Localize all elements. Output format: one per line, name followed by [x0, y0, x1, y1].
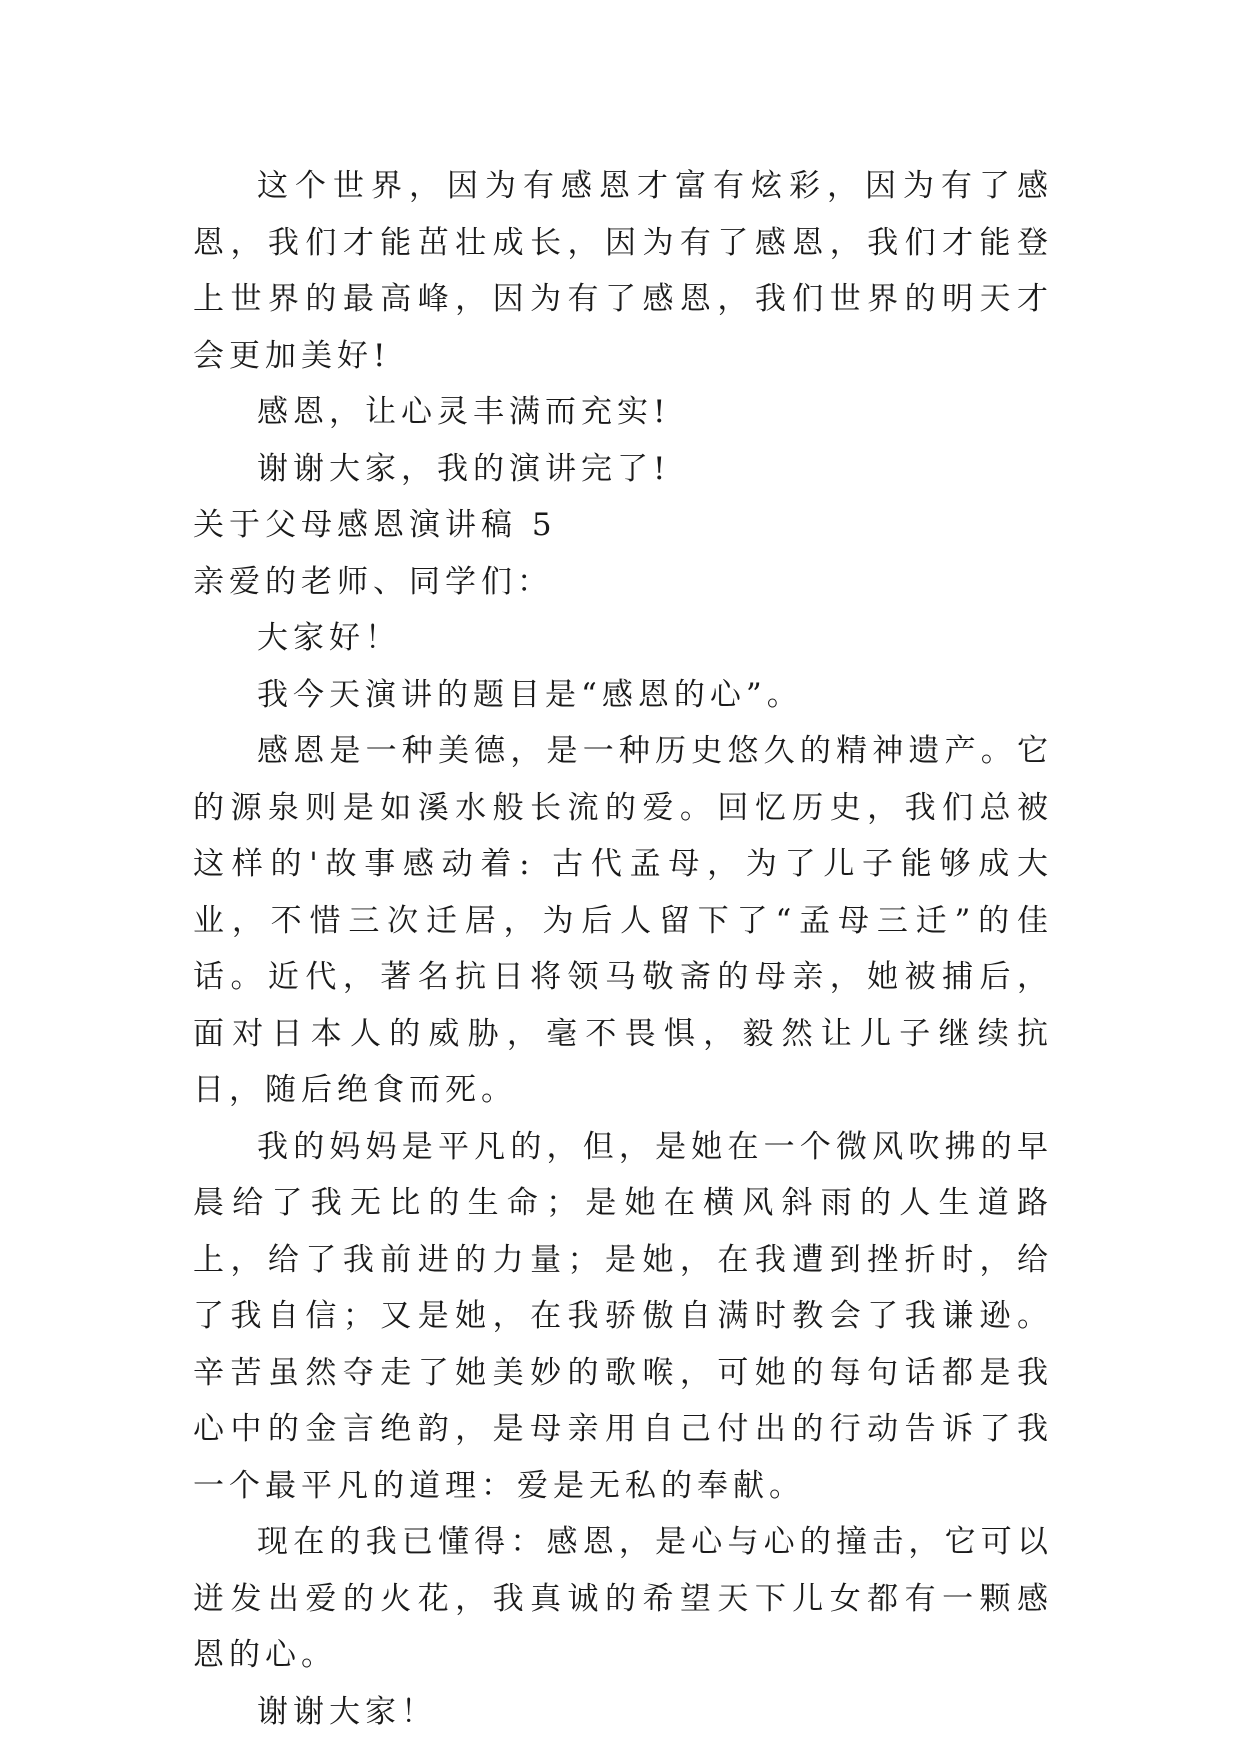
- paragraph-history: 感恩是一种美德，是一种历史悠久的精神遗产。它的源泉则是如溪水般长流的爱。回忆历史，我们总被这样的'故事感动着: 古代孟母，为了儿子能够成大业，不惜三次迁居，为后人留下了“孟母三迁”的佳话。近代，著名抗日将领马敬斋的母亲，她被捕后，面对日本人的威胁，毫不畏惧，毅然让儿子继续抗日，随后绝食而死。: [193, 733, 1053, 1108]
- section-title: 关于父母感恩演讲稿 5: [193, 507, 557, 543]
- greeting: 大家好！: [257, 620, 401, 656]
- paragraph-now: 现在的我已懂得：感恩，是心与心的撞击，它可以迸发出爱的火花，我真诚的希望天下儿女都有一颗感恩的心。: [193, 1524, 1053, 1673]
- document-body: [193, 158, 1053, 1740]
- paragraph-gratitude-heart: 感恩，让心灵丰满而充实!: [257, 394, 671, 430]
- salutation: 亲爱的老师、同学们：: [193, 563, 553, 600]
- closing-thanks: 谢谢大家！: [257, 1693, 437, 1730]
- speech-topic: 我今天演讲的题目是“感恩的心”。: [257, 676, 803, 713]
- paragraph-speech-end: 谢谢大家，我的演讲完了!: [257, 450, 671, 487]
- paragraph-closing-thanks-world: 这个世界，因为有感恩才富有炫彩，因为有了感恩，我们才能茁壮成长，因为有了感恩，我们才能登上世界的最高峰，因为有了感恩，我们世界的明天才会更加美好!: [193, 168, 1053, 374]
- paragraph-mother: 我的妈妈是平凡的，但，是她在一个微风吹拂的早晨给了我无比的生命；是她在横风斜雨的人生道路上，给了我前进的力量；是她，在我遭到挫折时，给了我自信；又是她，在我骄傲自满时教会了我谦逊。辛苦虽然夺走了她美妙的歌喉，可她的每句话都是我心中的金言绝韵，是母亲用自己付出的行动告诉了我一个最平凡的道理：爱是无私的奉献。: [193, 1128, 1053, 1504]
